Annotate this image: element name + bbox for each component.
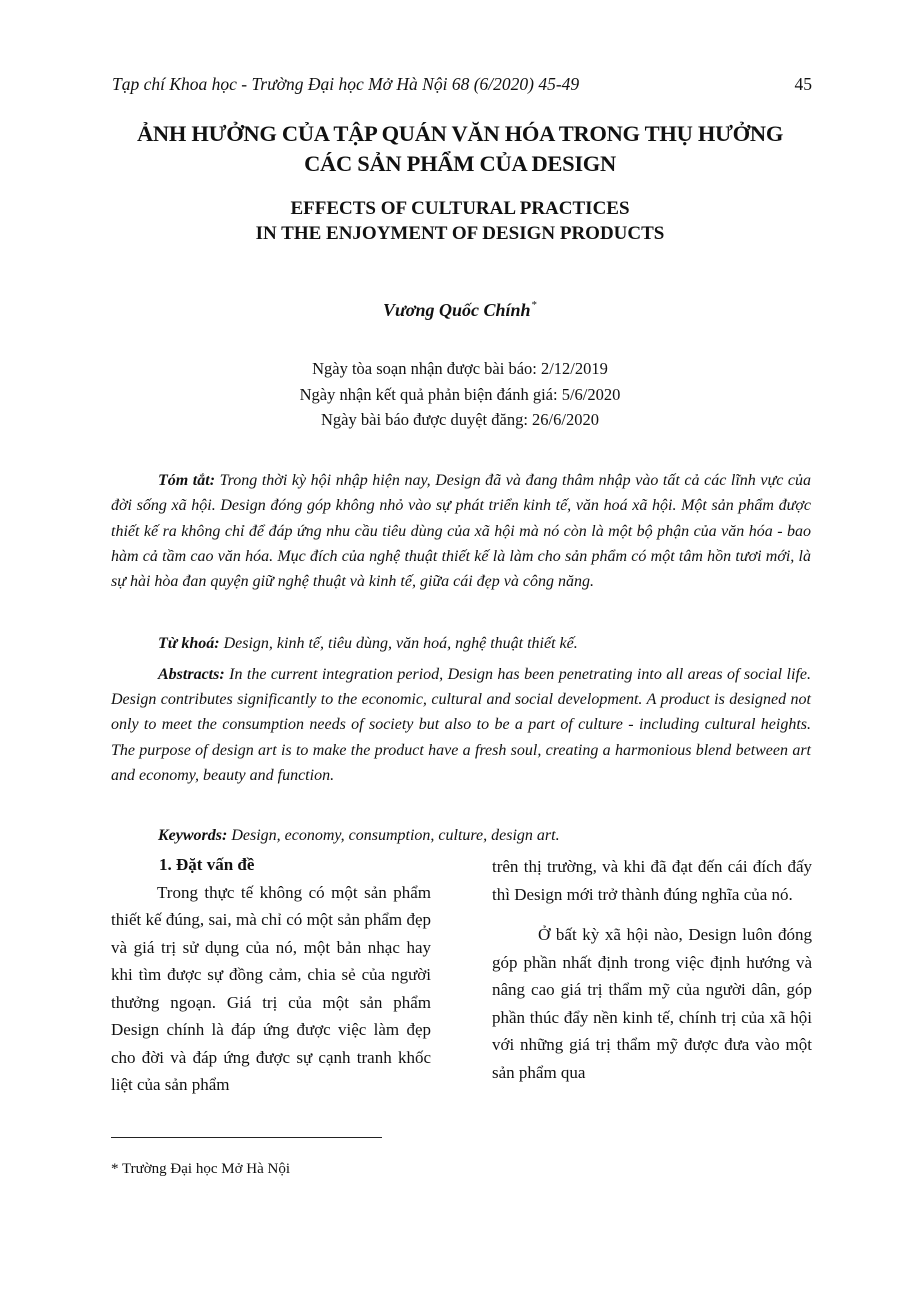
date-reviewed: Ngày nhận kết quả phản biện đánh giá: 5/6/2020 [299, 384, 621, 404]
keywords-vi-label: Từ khoá: [158, 635, 220, 652]
abstract-vi-label: Tóm tắt: [158, 472, 216, 489]
abstract-en-text: In the current integration period, Design has been penetrating into all areas of social life. Design contributes significantly to the economic, cultural and social development. A product is designed not only to meet the consumption needs of society but also to be a part of culture - including cultural heights. The purpose of design art is to make the product have a fresh soul, creating a harmonious blend between art and economy, beauty and function. [111, 666, 811, 784]
title-vi-line-1: ẢNH HƯỞNG CỦA TẬP QUÁN VĂN HÓA TRONG THỤ HƯỞNG [136, 121, 784, 146]
body-paragraph-left: Trong thực tế không có một sản phẩm thiết kế đúng, sai, mà chỉ có một sản phẩm đẹp và giá trị sử dụng của nó, một bản nhạc hay khi tìm được sự đồng cảm, chia sẻ của người thưởng ngoạn. Giá trị của một sản phẩm Design chính là đáp ứng được việc làm đẹp cho đời và đáp ứng được sự cạnh tranh khốc liệt của sản phẩm [111, 882, 431, 1094]
abstract-english [111, 662, 811, 788]
keywords-english [111, 824, 811, 848]
keywords-en-text: Design, economy, consumption, culture, design art. [231, 827, 560, 844]
footnote-divider [111, 1137, 382, 1138]
author-byline [80, 293, 840, 322]
page-number: 45 [794, 74, 812, 94]
body-column-left [111, 851, 431, 1099]
body-column-right [492, 853, 812, 1086]
keywords-vietnamese [111, 632, 811, 656]
abstract-vi-text: Trong thời kỳ hội nhập hiện nay, Design đã và đang thâm nhập vào tất cả các lĩnh vực của đời sống xã hội. Design đóng góp không nhỏ vào sự phát triển kinh tế, văn hoá xã hội. Một sản phẩm được thiết kế ra không chỉ để đáp ứng nhu cầu tiêu dùng của xã hội mà nó còn là một bộ phận của văn hóa - bao hàm cả tầm cao văn hóa. Mục đích của nghệ thuật thiết kế là làm cho sản phẩm có một tâm hồn tươi mới, là sự hài hòa đan quyện giữ nghệ thuật và kinh tế, giữa cái đẹp và công năng. [111, 472, 812, 591]
footnote-affiliation: * Trường Đại học Mở Hà Nội [111, 1161, 290, 1177]
journal-running-head: Tạp chí Khoa học - Trường Đại học Mở Hà Nội 68 (6/2020) 45-49 [112, 74, 580, 94]
article-title-english [80, 196, 840, 246]
author-name: Vương Quốc Chính [383, 300, 531, 320]
title-en-line-2: IN THE ENJOYMENT OF DESIGN PRODUCTS [255, 223, 665, 244]
body-paragraph-right-2: Ở bất kỳ xã hội nào, Design luôn đóng góp phần nhất định trong việc định hướng và nâng cao giá trị thẩm mỹ của người dân, góp phần thúc đẩy nền kinh tế, chính trị của xã hội với những giá trị thẩm mỹ được đưa vào một sản phẩm qua [492, 925, 812, 1082]
date-accepted: Ngày bài báo được duyệt đăng: 26/6/2020 [321, 410, 599, 429]
author-footnote-marker: * [531, 299, 537, 311]
body-paragraph-right-1: trên thị trường, và khi đã đạt đến cái đích đấy thì Design mới trở thành đúng nghĩa của nó. [492, 857, 812, 904]
section-heading: 1. Đặt vấn đề [159, 855, 255, 874]
abstract-en-label: Abstracts: [158, 666, 225, 683]
date-received: Ngày tòa soạn nhận được bài báo: 2/12/2019 [312, 359, 608, 378]
article-title-vietnamese [80, 119, 840, 179]
submission-dates [80, 356, 840, 433]
keywords-en-label: Keywords: [158, 827, 228, 844]
keywords-vi-text: Design, kinh tế, tiêu dùng, văn hoá, nghệ thuật thiết kế. [223, 635, 578, 652]
title-en-line-1: EFFECTS OF CULTURAL PRACTICES [290, 198, 630, 219]
title-vi-line-2: CÁC SẢN PHẨM CỦA DESIGN [304, 151, 616, 176]
abstract-vietnamese [111, 468, 811, 594]
